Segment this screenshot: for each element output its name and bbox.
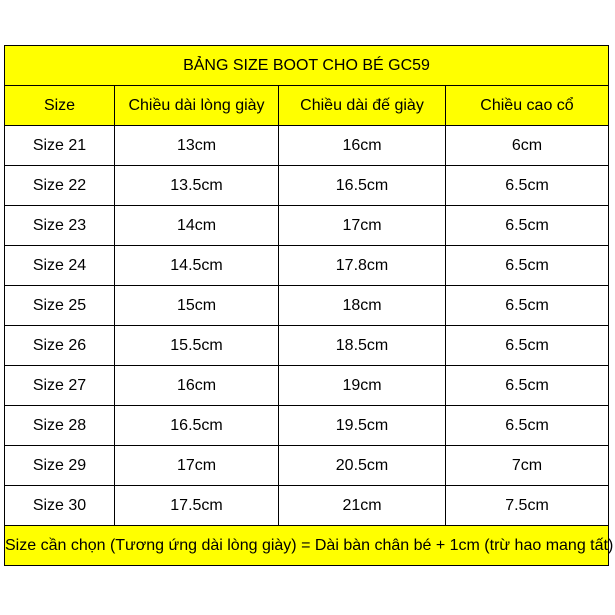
table-row bbox=[5, 166, 609, 206]
cell-insole-length: 16cm bbox=[115, 366, 279, 406]
table-row bbox=[5, 366, 609, 406]
cell-size: Size 24 bbox=[5, 246, 115, 286]
cell-size: Size 23 bbox=[5, 206, 115, 246]
cell-size: Size 28 bbox=[5, 406, 115, 446]
cell-shaft-height: 6.5cm bbox=[446, 326, 609, 366]
cell-sole-length: 21cm bbox=[279, 486, 446, 526]
cell-insole-length: 14cm bbox=[115, 206, 279, 246]
cell-size: Size 27 bbox=[5, 366, 115, 406]
cell-sole-length: 18.5cm bbox=[279, 326, 446, 366]
table-row bbox=[5, 206, 609, 246]
cell-shaft-height: 6.5cm bbox=[446, 286, 609, 326]
cell-insole-length: 15cm bbox=[115, 286, 279, 326]
cell-size: Size 30 bbox=[5, 486, 115, 526]
cell-sole-length: 18cm bbox=[279, 286, 446, 326]
title-row bbox=[5, 46, 609, 86]
cell-insole-length: 16.5cm bbox=[115, 406, 279, 446]
table-row bbox=[5, 326, 609, 366]
cell-insole-length: 14.5cm bbox=[115, 246, 279, 286]
cell-shaft-height: 6cm bbox=[446, 126, 609, 166]
cell-sole-length: 19cm bbox=[279, 366, 446, 406]
size-chart-table bbox=[4, 45, 614, 566]
cell-sole-length: 16cm bbox=[279, 126, 446, 166]
cell-shaft-height: 6.5cm bbox=[446, 206, 609, 246]
table-row bbox=[5, 286, 609, 326]
table-row bbox=[5, 486, 609, 526]
table-title: BẢNG SIZE BOOT CHO BÉ GC59 bbox=[5, 46, 609, 86]
footer-row bbox=[5, 526, 609, 566]
cell-sole-length: 19.5cm bbox=[279, 406, 446, 446]
table-row bbox=[5, 446, 609, 486]
cell-shaft-height: 6.5cm bbox=[446, 166, 609, 206]
cell-sole-length: 20.5cm bbox=[279, 446, 446, 486]
cell-shaft-height: 7cm bbox=[446, 446, 609, 486]
cell-shaft-height: 7.5cm bbox=[446, 486, 609, 526]
header-insole-length: Chiều dài lòng giày bbox=[115, 86, 279, 126]
cell-insole-length: 13cm bbox=[115, 126, 279, 166]
cell-sole-length: 17cm bbox=[279, 206, 446, 246]
cell-sole-length: 17.8cm bbox=[279, 246, 446, 286]
cell-insole-length: 17.5cm bbox=[115, 486, 279, 526]
header-row bbox=[5, 86, 609, 126]
cell-sole-length: 16.5cm bbox=[279, 166, 446, 206]
cell-insole-length: 13.5cm bbox=[115, 166, 279, 206]
cell-size: Size 21 bbox=[5, 126, 115, 166]
cell-shaft-height: 6.5cm bbox=[446, 366, 609, 406]
header-sole-length: Chiều dài đế giày bbox=[279, 86, 446, 126]
table-row bbox=[5, 126, 609, 166]
cell-insole-length: 17cm bbox=[115, 446, 279, 486]
header-shaft-height: Chiều cao cổ bbox=[446, 86, 609, 126]
cell-insole-length: 15.5cm bbox=[115, 326, 279, 366]
cell-size: Size 25 bbox=[5, 286, 115, 326]
header-size: Size bbox=[5, 86, 115, 126]
table-row bbox=[5, 246, 609, 286]
cell-size: Size 29 bbox=[5, 446, 115, 486]
sizing-note: Size cần chọn (Tương ứng dài lòng giày) = Dài bàn chân bé + 1cm (trừ hao mang tất) bbox=[5, 526, 609, 566]
table-row bbox=[5, 406, 609, 446]
cell-size: Size 26 bbox=[5, 326, 115, 366]
cell-shaft-height: 6.5cm bbox=[446, 406, 609, 446]
cell-shaft-height: 6.5cm bbox=[446, 246, 609, 286]
cell-size: Size 22 bbox=[5, 166, 115, 206]
